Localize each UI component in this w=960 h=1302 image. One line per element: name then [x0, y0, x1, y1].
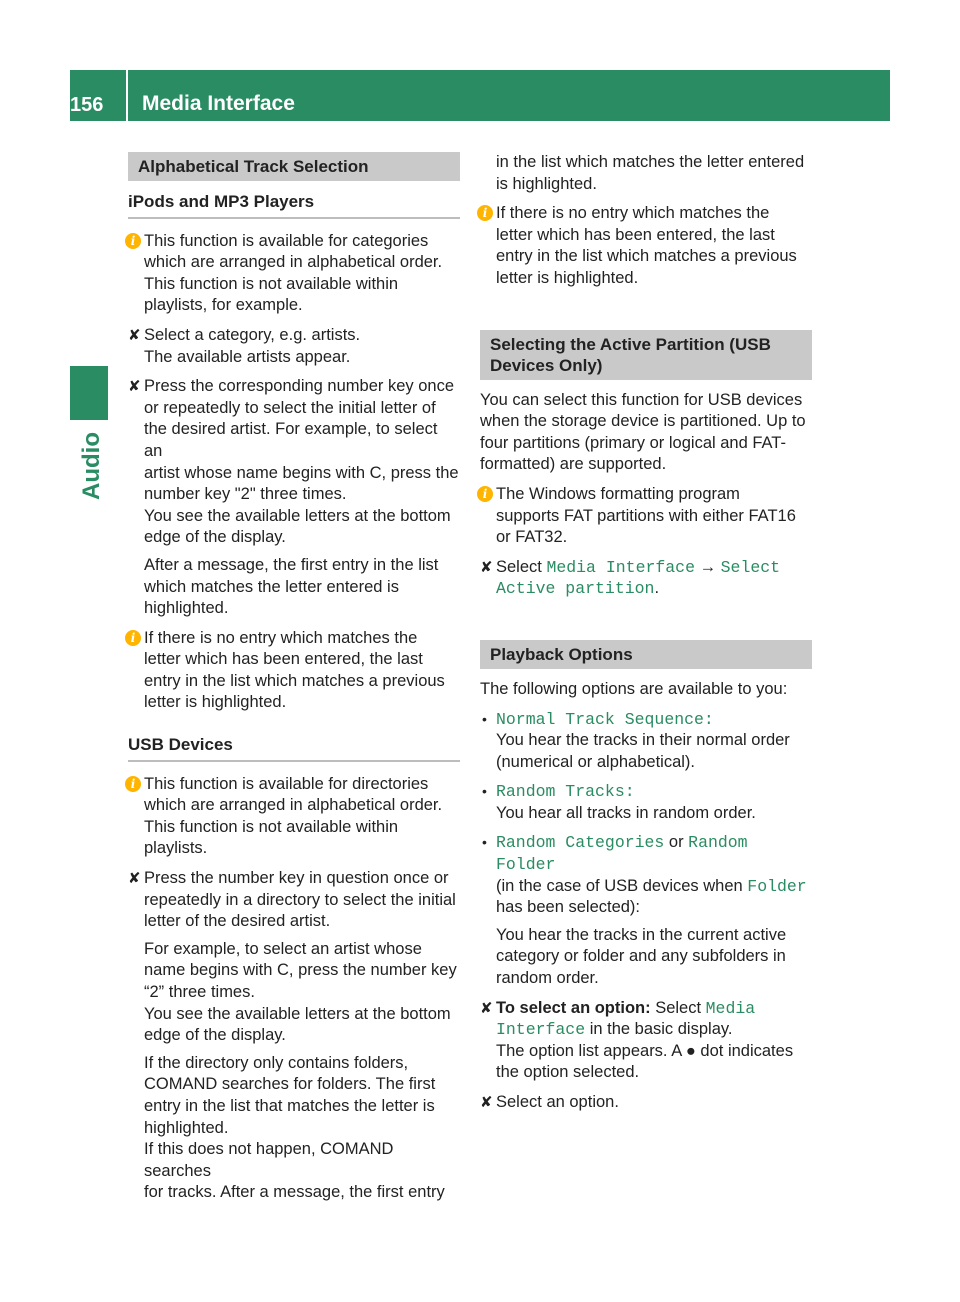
- dot-icon: ●: [685, 1041, 696, 1060]
- text-line: formatted) are supported.: [480, 455, 667, 474]
- text-line: Selecting the Active Partition (USB: [490, 334, 771, 354]
- menu-path-item: Interface: [496, 1020, 586, 1040]
- left-column: [128, 152, 460, 1212]
- text-line: which matches the letter entered is: [144, 577, 399, 596]
- text-line: You can select this function for USB devices: [480, 390, 803, 409]
- text-line: which are arranged in alphabetical order.: [144, 253, 443, 272]
- bullet-icon: •: [482, 783, 487, 800]
- step-item: [480, 998, 812, 1084]
- text-line: or FAT32.: [496, 528, 568, 547]
- text-line: This function is not available within: [144, 817, 399, 836]
- text-line: Press the corresponding number key once: [144, 377, 455, 396]
- text: Select: [650, 998, 706, 1017]
- text-line: when the storage device is partitioned. Up to: [480, 412, 806, 431]
- text-line: entry in the list which matches a previous: [144, 671, 445, 690]
- page-number: 156: [70, 94, 104, 116]
- right-column: [480, 152, 812, 1122]
- option-name: Random Categories: [496, 833, 665, 853]
- info-note: [480, 203, 812, 289]
- text-line: Select a category, e.g. artists.: [144, 325, 361, 344]
- spacer: [480, 298, 812, 330]
- arrow-right-icon: ✘: [128, 378, 141, 396]
- text-line: four partitions (primary or logical and FAT-: [480, 433, 786, 452]
- text-line: entry in the list which matches a previous: [496, 247, 797, 266]
- text-line: COMAND searches for folders. The first: [144, 1075, 436, 1094]
- text: Select: [496, 557, 547, 576]
- text-line: You hear the tracks in the current active: [496, 925, 787, 944]
- text-line: random order.: [496, 969, 599, 988]
- option-name: Random Folder: [496, 833, 748, 875]
- text-line: playlists.: [144, 839, 208, 858]
- text-line: [496, 998, 812, 1020]
- text-line: [496, 1041, 812, 1063]
- text-line: or repeatedly to select the initial letter of: [144, 398, 436, 417]
- text-line: [496, 578, 812, 600]
- section-title: [480, 330, 812, 380]
- arrow-right-icon: ✘: [480, 1094, 493, 1111]
- text-line: letter which has been entered, the last: [496, 225, 775, 244]
- text-line: name begins with C, press the number key: [144, 961, 457, 980]
- section-title: Playback Options: [480, 640, 812, 669]
- text-line: The available artists appear.: [144, 347, 351, 366]
- text-line: [496, 876, 812, 898]
- text-line: “2” three times.: [144, 983, 255, 1001]
- menu-path-item: Media Interface: [546, 557, 695, 577]
- step-item: [128, 868, 460, 1204]
- text-line: letter which has been entered, the last: [144, 650, 423, 669]
- text-bold: To select an option:: [496, 998, 651, 1017]
- info-note: [128, 628, 460, 714]
- text-line: You hear the tracks in their normal order: [496, 731, 790, 750]
- text-line: the option selected.: [496, 1063, 640, 1082]
- side-tab-marker: [70, 366, 108, 420]
- option-name: Folder: [747, 876, 807, 896]
- list-item: [480, 781, 812, 824]
- text-line: For example, to select an artist whose: [144, 939, 422, 958]
- text-line: in the list which matches the letter entered: [496, 153, 805, 171]
- text-line: is highlighted.: [496, 174, 597, 193]
- text-line: You see the available letters at the bottom: [144, 506, 451, 525]
- text: or: [664, 833, 689, 852]
- subsection-title: iPods and MP3 Players: [128, 191, 460, 219]
- text-line: which are arranged in alphabetical order.: [144, 796, 443, 815]
- spacer: [128, 722, 460, 734]
- section-title: Alphabetical Track Selection: [128, 152, 460, 181]
- info-note: [128, 774, 460, 860]
- info-note: [480, 484, 812, 549]
- text-line: edge of the display.: [144, 528, 286, 547]
- text-line: artist whose name begins with C, press the: [144, 463, 459, 482]
- step-item: [480, 1092, 812, 1114]
- text: in the basic display.: [585, 1020, 733, 1039]
- text-line: highlighted.: [144, 599, 229, 618]
- info-note: [128, 231, 460, 317]
- option-name: Normal Track Sequence:: [496, 709, 714, 729]
- continued-text: [480, 152, 812, 195]
- text-line: Select an option.: [496, 1093, 619, 1111]
- text: dot indicates: [695, 1041, 794, 1060]
- arrow-right-icon: ✘: [480, 558, 493, 576]
- text-line: If this does not happen, COMAND searches: [144, 1140, 394, 1180]
- text-line: playlists, for example.: [144, 296, 303, 315]
- subsection-title: USB Devices: [128, 734, 460, 762]
- info-icon: i: [477, 205, 493, 221]
- page-title: Media Interface: [142, 92, 295, 115]
- side-tab-label: [70, 420, 128, 500]
- text-line: number key "2" three times.: [144, 485, 347, 504]
- list-item: [480, 832, 812, 989]
- text-line: the desired artist. For example, to select an: [144, 420, 438, 460]
- menu-path-item: Select: [720, 557, 781, 577]
- text-line: entry in the list that matches the letter is: [144, 1096, 435, 1115]
- text: .: [654, 579, 660, 598]
- text-line: [496, 557, 812, 579]
- paragraph: The following options are available to you:: [480, 679, 788, 698]
- text-line: supports FAT partitions with either FAT16: [496, 506, 796, 525]
- menu-path-item: Media: [705, 998, 756, 1018]
- list-item: [480, 709, 812, 774]
- spacer: [480, 608, 812, 640]
- menu-path-item: Active partition: [496, 579, 655, 599]
- text-line: After a message, the first entry in the list: [144, 555, 439, 574]
- arrow-right-icon: ✘: [128, 326, 141, 344]
- text-line: If there is no entry which matches the: [144, 628, 418, 647]
- text-line: This function is not available within: [144, 274, 399, 293]
- text: The option list appears. A: [496, 1041, 686, 1060]
- side-tab-text: Audio: [77, 432, 105, 500]
- text-line: (numerical or alphabetical).: [496, 752, 696, 771]
- arrow-icon: →: [694, 557, 721, 576]
- text-line: letter is highlighted.: [496, 268, 639, 287]
- text-line: repeatedly in a directory to select the initial: [144, 890, 456, 909]
- info-icon: i: [125, 776, 141, 792]
- text-line: for tracks. After a message, the first entry: [144, 1183, 445, 1202]
- text-line: You hear all tracks in random order.: [496, 803, 756, 822]
- text-line: Devices Only): [490, 355, 603, 375]
- text-line: You see the available letters at the bottom: [144, 1004, 451, 1023]
- paragraph: [480, 390, 812, 476]
- text-line: edge of the display.: [144, 1026, 286, 1045]
- text-line: letter is highlighted.: [144, 693, 287, 712]
- bullet-icon: •: [482, 710, 487, 727]
- text-line: highlighted.: [144, 1118, 229, 1137]
- step-item: [128, 325, 460, 368]
- text: (in the case of USB devices when: [496, 876, 748, 895]
- text-line: [496, 1019, 812, 1041]
- option-name: Random Tracks:: [496, 782, 635, 802]
- info-icon: i: [477, 486, 493, 502]
- info-icon: i: [125, 233, 141, 249]
- text-line: category or folder and any subfolders in: [496, 947, 786, 966]
- text-line: If there is no entry which matches the: [496, 204, 770, 223]
- arrow-right-icon: ✘: [128, 870, 141, 888]
- info-icon: i: [125, 630, 141, 646]
- text-line: letter of the desired artist.: [144, 912, 331, 931]
- header-divider: [126, 70, 128, 121]
- text-line: [496, 832, 812, 875]
- bullet-icon: •: [482, 834, 487, 851]
- text-line: has been selected):: [496, 898, 641, 917]
- step-item: [480, 557, 812, 600]
- text-line: If the directory only contains folders,: [144, 1053, 409, 1072]
- text-line: This function is available for directories: [144, 774, 429, 793]
- step-item: [128, 376, 460, 620]
- text-line: The Windows formatting program: [496, 484, 740, 503]
- text-line: This function is available for categories: [144, 231, 429, 250]
- arrow-right-icon: ✘: [480, 999, 493, 1017]
- text-line: Press the number key in question once or: [144, 869, 449, 888]
